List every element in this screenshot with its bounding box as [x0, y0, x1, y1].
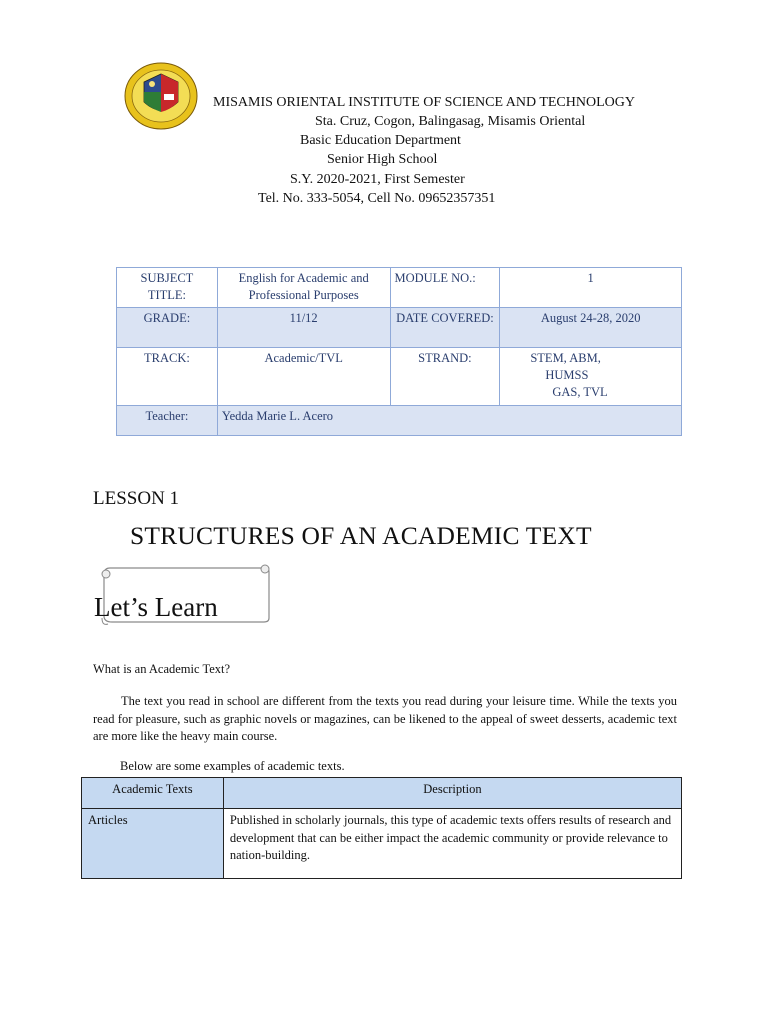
strand-line-2: HUMSS: [545, 368, 589, 382]
teacher-value: Yedda Marie L. Acero: [217, 406, 681, 436]
level-line: Senior High School: [327, 152, 438, 167]
section-question: What is an Academic Text?: [93, 662, 231, 676]
strand-value: [500, 348, 682, 406]
module-value: 1: [500, 268, 682, 308]
contact-line: Tel. No. 333-5054, Cell No. 09652357351: [258, 191, 496, 206]
date-label: DATE COVERED:: [390, 308, 500, 348]
section-heading: Let’s Learn: [94, 592, 218, 622]
col-header-academic-texts: Academic Texts: [82, 778, 224, 809]
subject-label: SUBJECT TITLE:: [117, 268, 218, 308]
institution-address: Sta. Cruz, Cogon, Balingasag, Misamis Oriental: [315, 114, 586, 129]
grade-label: GRADE:: [117, 308, 218, 348]
strand-label: STRAND:: [390, 348, 500, 406]
examples-intro: Below are some examples of academic texts.: [120, 759, 345, 773]
academic-texts-table: [81, 777, 682, 879]
strand-line-3: GAS, TVL: [552, 385, 608, 399]
row-articles-description: Published in scholarly journals, this type of academic texts offers results of research and development that can be either impact the academic community or provide relevance to nation-building.: [223, 809, 681, 879]
strand-line-1: STEM, ABM,: [530, 351, 601, 365]
col-header-description: Description: [223, 778, 681, 809]
module-label: MODULE NO.:: [390, 268, 500, 308]
intro-paragraph: The text you read in school are different from the texts you read during your leisure time. While the texts you read for pleasure, such as graphic novels or magazines, can be likened to the appeal of sweet desserts, academic text are more like the heavy main course.: [93, 694, 677, 743]
track-value: Academic/TVL: [217, 348, 390, 406]
teacher-label: Teacher:: [117, 406, 218, 436]
subject-value: English for Academic and Professional Purposes: [217, 268, 390, 308]
school-year-line: S.Y. 2020-2021, First Semester: [290, 172, 465, 187]
lesson-number: LESSON 1: [93, 488, 180, 509]
institution-name: MISAMIS ORIENTAL INSTITUTE OF SCIENCE AND TECHNOLOGY: [213, 95, 635, 110]
school-seal-icon: [124, 62, 198, 130]
date-value: August 24-28, 2020: [500, 308, 682, 348]
grade-value: 11/12: [217, 308, 390, 348]
row-articles-label: Articles: [82, 809, 224, 879]
track-label: TRACK:: [117, 348, 218, 406]
department-line: Basic Education Department: [300, 133, 461, 148]
module-info-table: [116, 267, 682, 436]
lesson-title: STRUCTURES OF AN ACADEMIC TEXT: [130, 521, 592, 550]
